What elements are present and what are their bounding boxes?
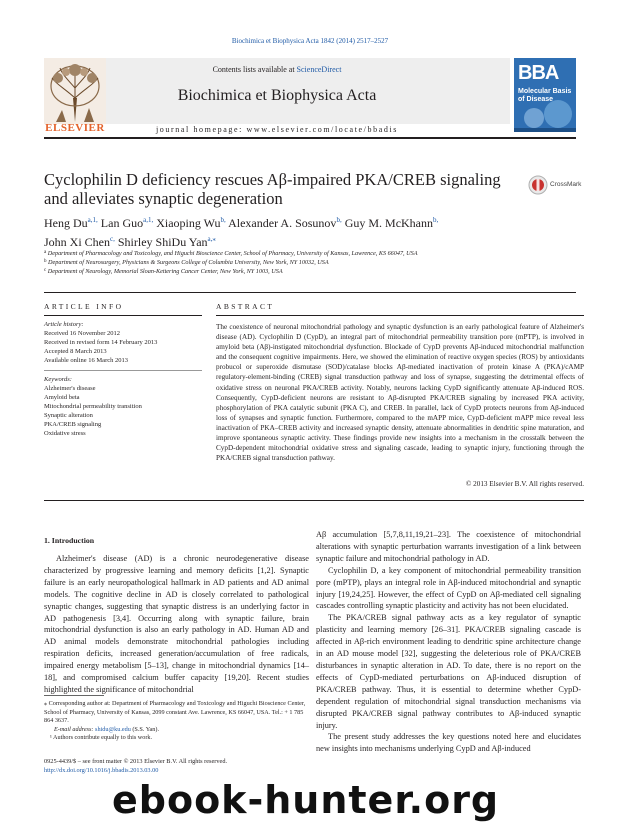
contents-prefix: Contents lists available at bbox=[212, 65, 297, 74]
introduction-left-column bbox=[44, 553, 309, 696]
header-rule bbox=[44, 137, 576, 139]
history-accepted: Accepted 8 March 2013 bbox=[44, 348, 107, 355]
contents-line bbox=[44, 65, 510, 74]
author-name: John Xi Chen bbox=[44, 235, 110, 249]
history-received: Received 16 November 2012 bbox=[44, 330, 120, 337]
author-name: Shirley ShiDu Yan bbox=[117, 235, 208, 249]
article-info-heading: ARTICLE INFO bbox=[44, 302, 124, 311]
footnotes bbox=[44, 700, 309, 743]
author-name: Xiaoping Wu bbox=[156, 216, 221, 230]
introduction-paragraph: Alzheimer's disease (AD) is a chronic neurodegenerative disease characterized by progressive learning and memory deficits [1,2]. Synaptic failure is an early neuropathological hallmark in AD patients and AD animal models. The cognitive decline in AD is closely correlated to pathological synaptic changes, suggesting that synaptic distress is an underlying factor in AD pathogenesis [3,4]. Occurring along with synaptic failure, brain mitochondrial dysfunction is also an early pathology in AD. Human AD and AD animal models demonstrate mitochondrial pathologies including respiration deficits, increased generation/accumulation of free radicals, impaired energy metabolism [5–13], change in mitochondrial dynamics [14–18], and compromised calcium buffer capacity [19,20]. Recent studies highlighted the significance of mitochondrial bbox=[44, 554, 309, 694]
author-line-2 bbox=[44, 231, 544, 250]
introduction-paragraph: The PKA/CREB signal pathway acts as a key regulator of synaptic plasticity and learning memory [26–31]. PKA/CREB signaling cascade is affected in Aβ-rich environment leading to dendritic spine architecture change in an AD mouse model [32], suggesting the deleterious role of PKA/CREB disturbances in synaptic alteration in AD. To date, there is no report on the effects of CypD-mediated perturbations on Aβ-induced disruption of PKA/CREB pathway. Thus, it is essential to determine whether CypD-dependent regulation of mitochondrial signal transduction mechanisms via disrupted PKA/CREB signal pathway contributes to Aβ-induced synaptic injury. bbox=[316, 613, 581, 730]
affiliation-c bbox=[44, 268, 574, 275]
journal-name: Biochimica et Biophysica Acta bbox=[177, 87, 377, 104]
author-affiliation-mark[interactable]: a,⁎ bbox=[207, 235, 216, 243]
corresponding-author-note: ⁎ Corresponding author at: Department of Pharmacology and Toxicology and Higuchi Bioscience Center, School of Pharmacy, University of Kansas, 2099 constant Ave. Lawrence, KS 66047, USA. Tel.: + 1 785 864 3637. bbox=[44, 700, 306, 724]
keywords-label: Keywords: bbox=[44, 376, 72, 383]
affiliation-text: Department of Neurosurgery, Physicians & Surgeons College of Columbia University, New York, NY 10032, USA bbox=[48, 259, 329, 266]
section-rule bbox=[44, 292, 576, 293]
keyword-item: Mitochondrial permeability transition bbox=[44, 403, 142, 410]
article-info-rule bbox=[44, 315, 202, 316]
introduction-paragraph: Aβ accumulation [5,7,8,11,19,21–23]. The coexistence of mitochondrial alterations with synaptic perturbation warrants investigation of a link between synaptic failure and mitochondrial pathology in AD. bbox=[316, 530, 581, 563]
affiliation-mark: a bbox=[44, 250, 47, 255]
elsevier-logo-text: ELSEVIER bbox=[45, 122, 105, 134]
author-list bbox=[44, 212, 544, 250]
journal-citation[interactable]: Biochimica et Biophysica Acta 1842 (2014) 2517–2527 bbox=[231, 37, 389, 45]
affiliation-a bbox=[44, 250, 574, 257]
cover-subtitle: Molecular Basis of Disease bbox=[518, 88, 572, 103]
keyword-item: Amyloid beta bbox=[44, 394, 80, 401]
keyword-item: PKA/CREB signaling bbox=[44, 421, 102, 428]
email-line bbox=[44, 726, 309, 735]
affiliation-text: Department of Pharmacology and Toxicology, and Higuchi Bioscience Center, School of Pharmacy, University of Kansas, Lawrence, KS 66047, USA bbox=[47, 250, 418, 257]
affiliation-mark: b bbox=[44, 259, 47, 264]
abstract-heading: ABSTRACT bbox=[216, 302, 275, 311]
introduction-paragraph: Cyclophilin D, a key component of mitochondrial permeability transition pore (mPTP), plays an integral role in Aβ-induced mitochondrial and synaptic injury [19,24,25]. However, the effect of CypD on Aβ-mediated cell signaling cascades controlling synaptic plasticity and activity has not been elucidated. bbox=[316, 565, 581, 611]
article-footer bbox=[44, 758, 324, 775]
cover-letters: BBA bbox=[518, 62, 559, 84]
author-name: Alexander A. Sosunov bbox=[228, 216, 337, 230]
abstract-rule bbox=[216, 315, 584, 316]
history-online: Available online 16 March 2013 bbox=[44, 357, 128, 364]
equal-contribution-note: ¹ Authors contribute equally to this work. bbox=[50, 734, 153, 741]
introduction-paragraph: The present study addresses the key questions noted here and elucidates new insights into mechanisms underlying CypD and Aβ-induced bbox=[316, 732, 581, 754]
author-line-1 bbox=[44, 212, 544, 231]
author-affiliation-mark[interactable]: b, bbox=[220, 216, 226, 224]
article-title: Cyclophilin D deficiency rescues Aβ-impaired PKA/CREB signaling and alleviates synaptic degeneration bbox=[44, 170, 501, 208]
abstract-text: The coexistence of neuronal mitochondrial pathology and synaptic dysfunction is an early pathological feature of Alzheimer's disease (AD). Cyclophilin D (CypD), an integral part of mitochondrial permeability transition pore (mPTP), is involved in amyloid beta (Aβ)-instigated mitochondrial dysfunction. Blockade of CypD prevents Aβ-induced mitochondrial malfunction and the consequent cognitive impairments. Here, we showed the elimination of reactive oxygen species (ROS) by antioxidants probucol or superoxide dismutase (SOD)/catalase blocks Aβ-mediated inactivation of protein kinase A (PKA)/cAMP regulatory-element-binding (CREB) signal transduction pathway and loss of synapse, suggesting the detrimental effects of oxidative stress on neuronal PKA/CREB activity. Notably, neurons lacking CypD significantly attenuate Aβ-induced ROS. Consequently, CypD-deficient neurons are resistant to Aβ-disrupted PKA/CREB signaling by increased PKA activity, phosphorylation of PKA catalytic subunit (PKA C), and CREB. In parallel, lack of CypD protects neurons from Aβ-induced loss of synapses and synaptic function. Furthermore, compared to the mAPP mice, CypD-deficient mAPP mice reveal less inactivation of PKA–CREB activity and increased synaptic density, attenuate abnormalities in dendritic spine maturation, and improve spontaneous synaptic activity. These findings provide new insights into a mechanism in the crosstalk between the CypD-dependent mitochondrial oxidative stress and signaling cascade, leading to synaptic injury, functioning through the PKA/CREB signal transduction pathway. bbox=[216, 323, 584, 463]
watermark-text: ebook-hunter.org bbox=[112, 778, 500, 822]
email-suffix: (S.S. Yan). bbox=[130, 725, 160, 733]
doi-link[interactable]: http://dx.doi.org/10.1016/j.bbadis.2013.03.00 bbox=[44, 766, 159, 774]
introduction-heading: 1. Introduction bbox=[44, 536, 95, 545]
affiliation-mark: c bbox=[44, 268, 47, 273]
keyword-item: Synaptic alteration bbox=[44, 412, 93, 419]
introduction-right-column bbox=[316, 529, 581, 755]
author-name: Lan Guo bbox=[100, 216, 144, 230]
author-affiliation-mark[interactable]: a,1, bbox=[87, 216, 98, 224]
history-label: Article history: bbox=[44, 321, 84, 328]
email-label: E-mail address: bbox=[54, 725, 96, 733]
author-affiliation-mark[interactable]: b, bbox=[433, 216, 439, 224]
affiliation-b bbox=[44, 259, 574, 266]
author-name: Heng Du bbox=[44, 216, 88, 230]
email-link[interactable]: shidu@ku.edu bbox=[95, 725, 131, 733]
crossmark-label: CrossMark bbox=[550, 181, 582, 188]
author-affiliation-mark[interactable]: c, bbox=[110, 235, 115, 243]
journal-homepage[interactable]: journal homepage: www.elsevier.com/locate/bbadis bbox=[155, 125, 398, 134]
crossmark-icon bbox=[528, 175, 548, 195]
keyword-item: Alzheimer's disease bbox=[44, 385, 96, 392]
affiliation-text: Department of Neurology, Memorial Sloan-Kettering Cancer Center, New York, NY 1003, USA bbox=[47, 268, 283, 275]
keywords-rule bbox=[44, 370, 202, 371]
history-revised: Received in revised form 14 February 2013 bbox=[44, 339, 158, 346]
sciencedirect-link[interactable]: ScienceDirect bbox=[296, 65, 342, 74]
issn-line: 0925-4439/$ – see front matter © 2013 Elsevier B.V. All rights reserved. bbox=[44, 758, 228, 765]
elsevier-tree-icon bbox=[44, 58, 106, 124]
author-name: Guy M. McKhann bbox=[344, 216, 434, 230]
author-affiliation-mark[interactable]: a,1, bbox=[143, 216, 154, 224]
abstract-copyright: © 2013 Elsevier B.V. All rights reserved. bbox=[465, 480, 584, 488]
abstract-end-rule bbox=[44, 500, 584, 501]
keyword-item: Oxidative stress bbox=[44, 430, 86, 437]
footnote-rule bbox=[44, 695, 104, 696]
author-affiliation-mark[interactable]: b, bbox=[336, 216, 342, 224]
crossmark-badge[interactable] bbox=[528, 175, 583, 197]
